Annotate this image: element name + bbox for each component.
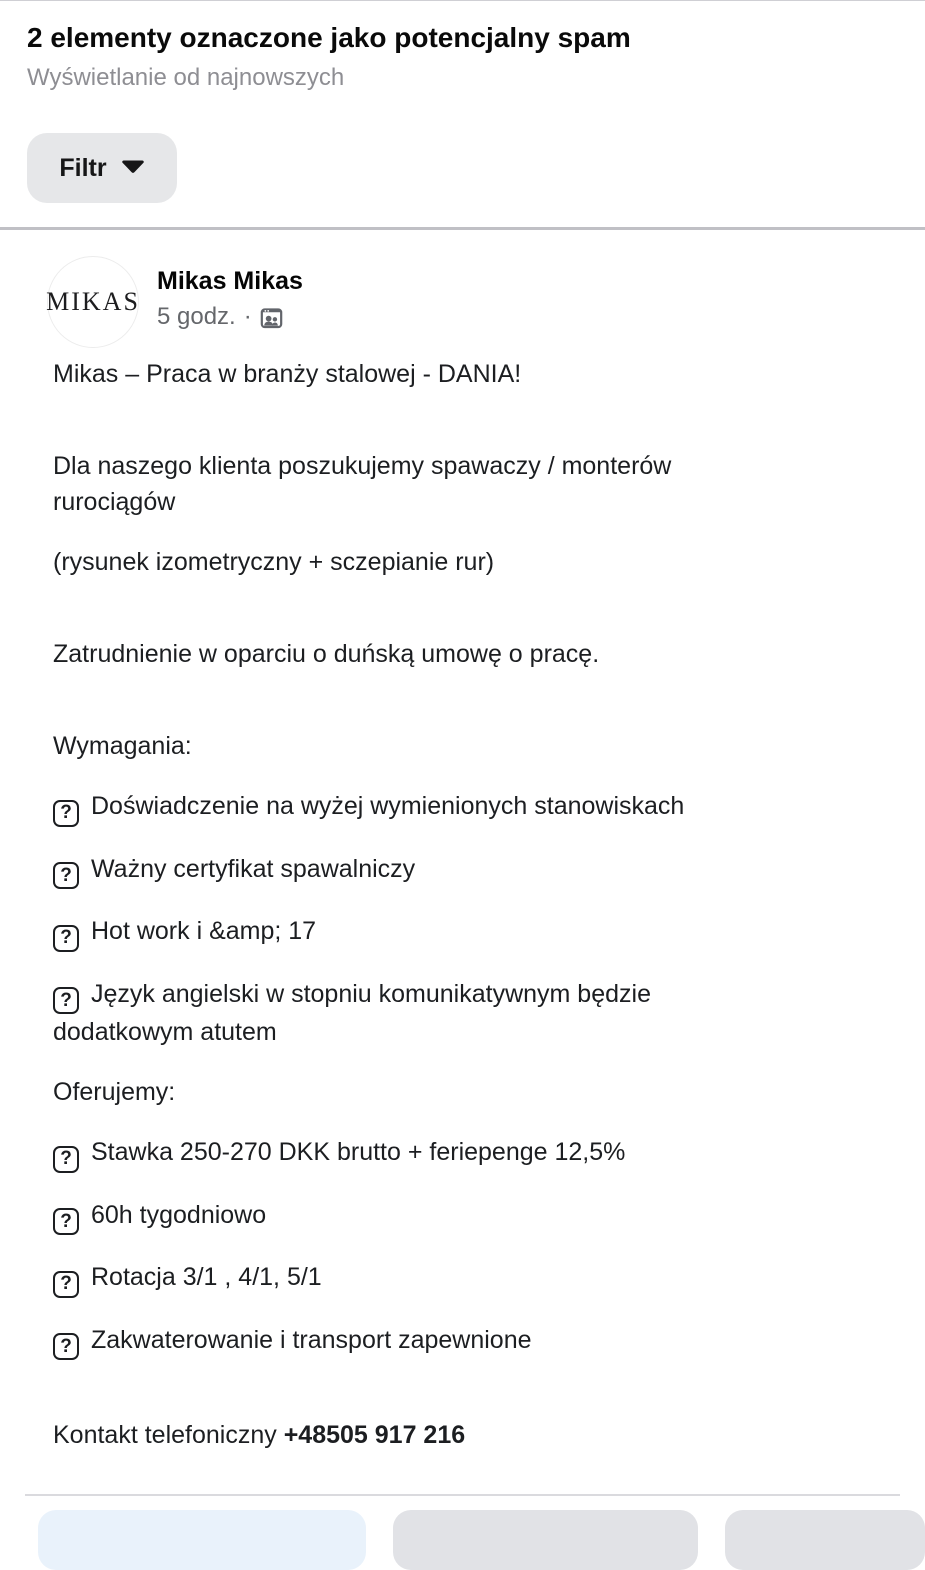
post-line: ? Ważny certyfikat spawalniczy xyxy=(53,851,870,890)
author-name[interactable]: Mikas Mikas xyxy=(157,267,303,295)
unknown-emoji-icon: ? xyxy=(53,1271,79,1298)
post-line: ? Hot work i &amp; 17 xyxy=(53,913,870,952)
page-subtitle: Wyświetlanie od najnowszych xyxy=(27,64,345,91)
footer-divider xyxy=(25,1494,900,1496)
contact-phone: +48505 917 216 xyxy=(283,1421,466,1449)
post-line: Wymagania: xyxy=(53,732,192,760)
post-body xyxy=(0,356,925,1453)
post-line: (rysunek izometryczny + sczepianie rur) xyxy=(53,548,495,576)
unknown-emoji-icon: ? xyxy=(53,862,79,889)
unknown-emoji-icon: ? xyxy=(53,925,79,952)
post-line: ? Język angielski w stopniu komunikatywnym będzie xyxy=(53,976,870,1015)
moderation-actions xyxy=(0,1510,925,1570)
post-line: Oferujemy: xyxy=(53,1078,176,1106)
post-line: ? Doświadczenie na wyżej wymienionych stanowiskach xyxy=(53,788,870,827)
unknown-emoji-icon: ? xyxy=(53,1146,79,1173)
unknown-emoji-icon: ? xyxy=(53,1208,79,1235)
post-line: Dla naszego klienta poszukujemy spawaczy / monterów xyxy=(53,452,672,480)
secondary-action-button[interactable] xyxy=(393,1510,698,1570)
page-header xyxy=(0,1,925,93)
unknown-emoji-icon: ? xyxy=(53,1333,79,1360)
filter-button-label: Filtr xyxy=(59,153,107,182)
unknown-emoji-icon: ? xyxy=(53,800,79,827)
post-line: Mikas – Praca w branży stalowej - DANIA! xyxy=(53,360,522,388)
page-title: 2 elementy oznaczone jako potencjalny spam xyxy=(27,22,631,53)
contact-label: Kontakt telefoniczny xyxy=(53,1421,284,1449)
unknown-emoji-icon: ? xyxy=(53,987,79,1014)
post-line: rurociągów xyxy=(53,488,176,516)
post-timestamp: 5 godz. xyxy=(157,303,236,330)
meta-dot-separator: · xyxy=(243,303,252,330)
post-line: ? Rotacja 3/1 , 4/1, 5/1 xyxy=(53,1259,870,1298)
post-header xyxy=(47,256,925,348)
post-meta xyxy=(157,302,303,332)
contact-line xyxy=(53,1417,870,1453)
avatar[interactable] xyxy=(47,256,139,348)
post-line: dodatkowym atutem xyxy=(53,1018,277,1046)
post-line: Zatrudnienie w oparciu o duńską umowę o pracę. xyxy=(53,640,600,668)
avatar-text: MIKAS xyxy=(46,287,140,316)
group-privacy-icon xyxy=(260,305,283,329)
section-divider xyxy=(0,227,925,230)
tertiary-action-button[interactable] xyxy=(725,1510,925,1570)
filter-button[interactable] xyxy=(27,133,177,203)
chevron-down-icon xyxy=(121,159,145,177)
post-line: ? 60h tygodniowo xyxy=(53,1197,870,1236)
primary-action-button[interactable] xyxy=(38,1510,366,1570)
post-line: ? Stawka 250-270 DKK brutto + feriepenge 12,5% xyxy=(53,1134,870,1173)
post-line: ? Zakwaterowanie i transport zapewnione xyxy=(53,1322,870,1361)
